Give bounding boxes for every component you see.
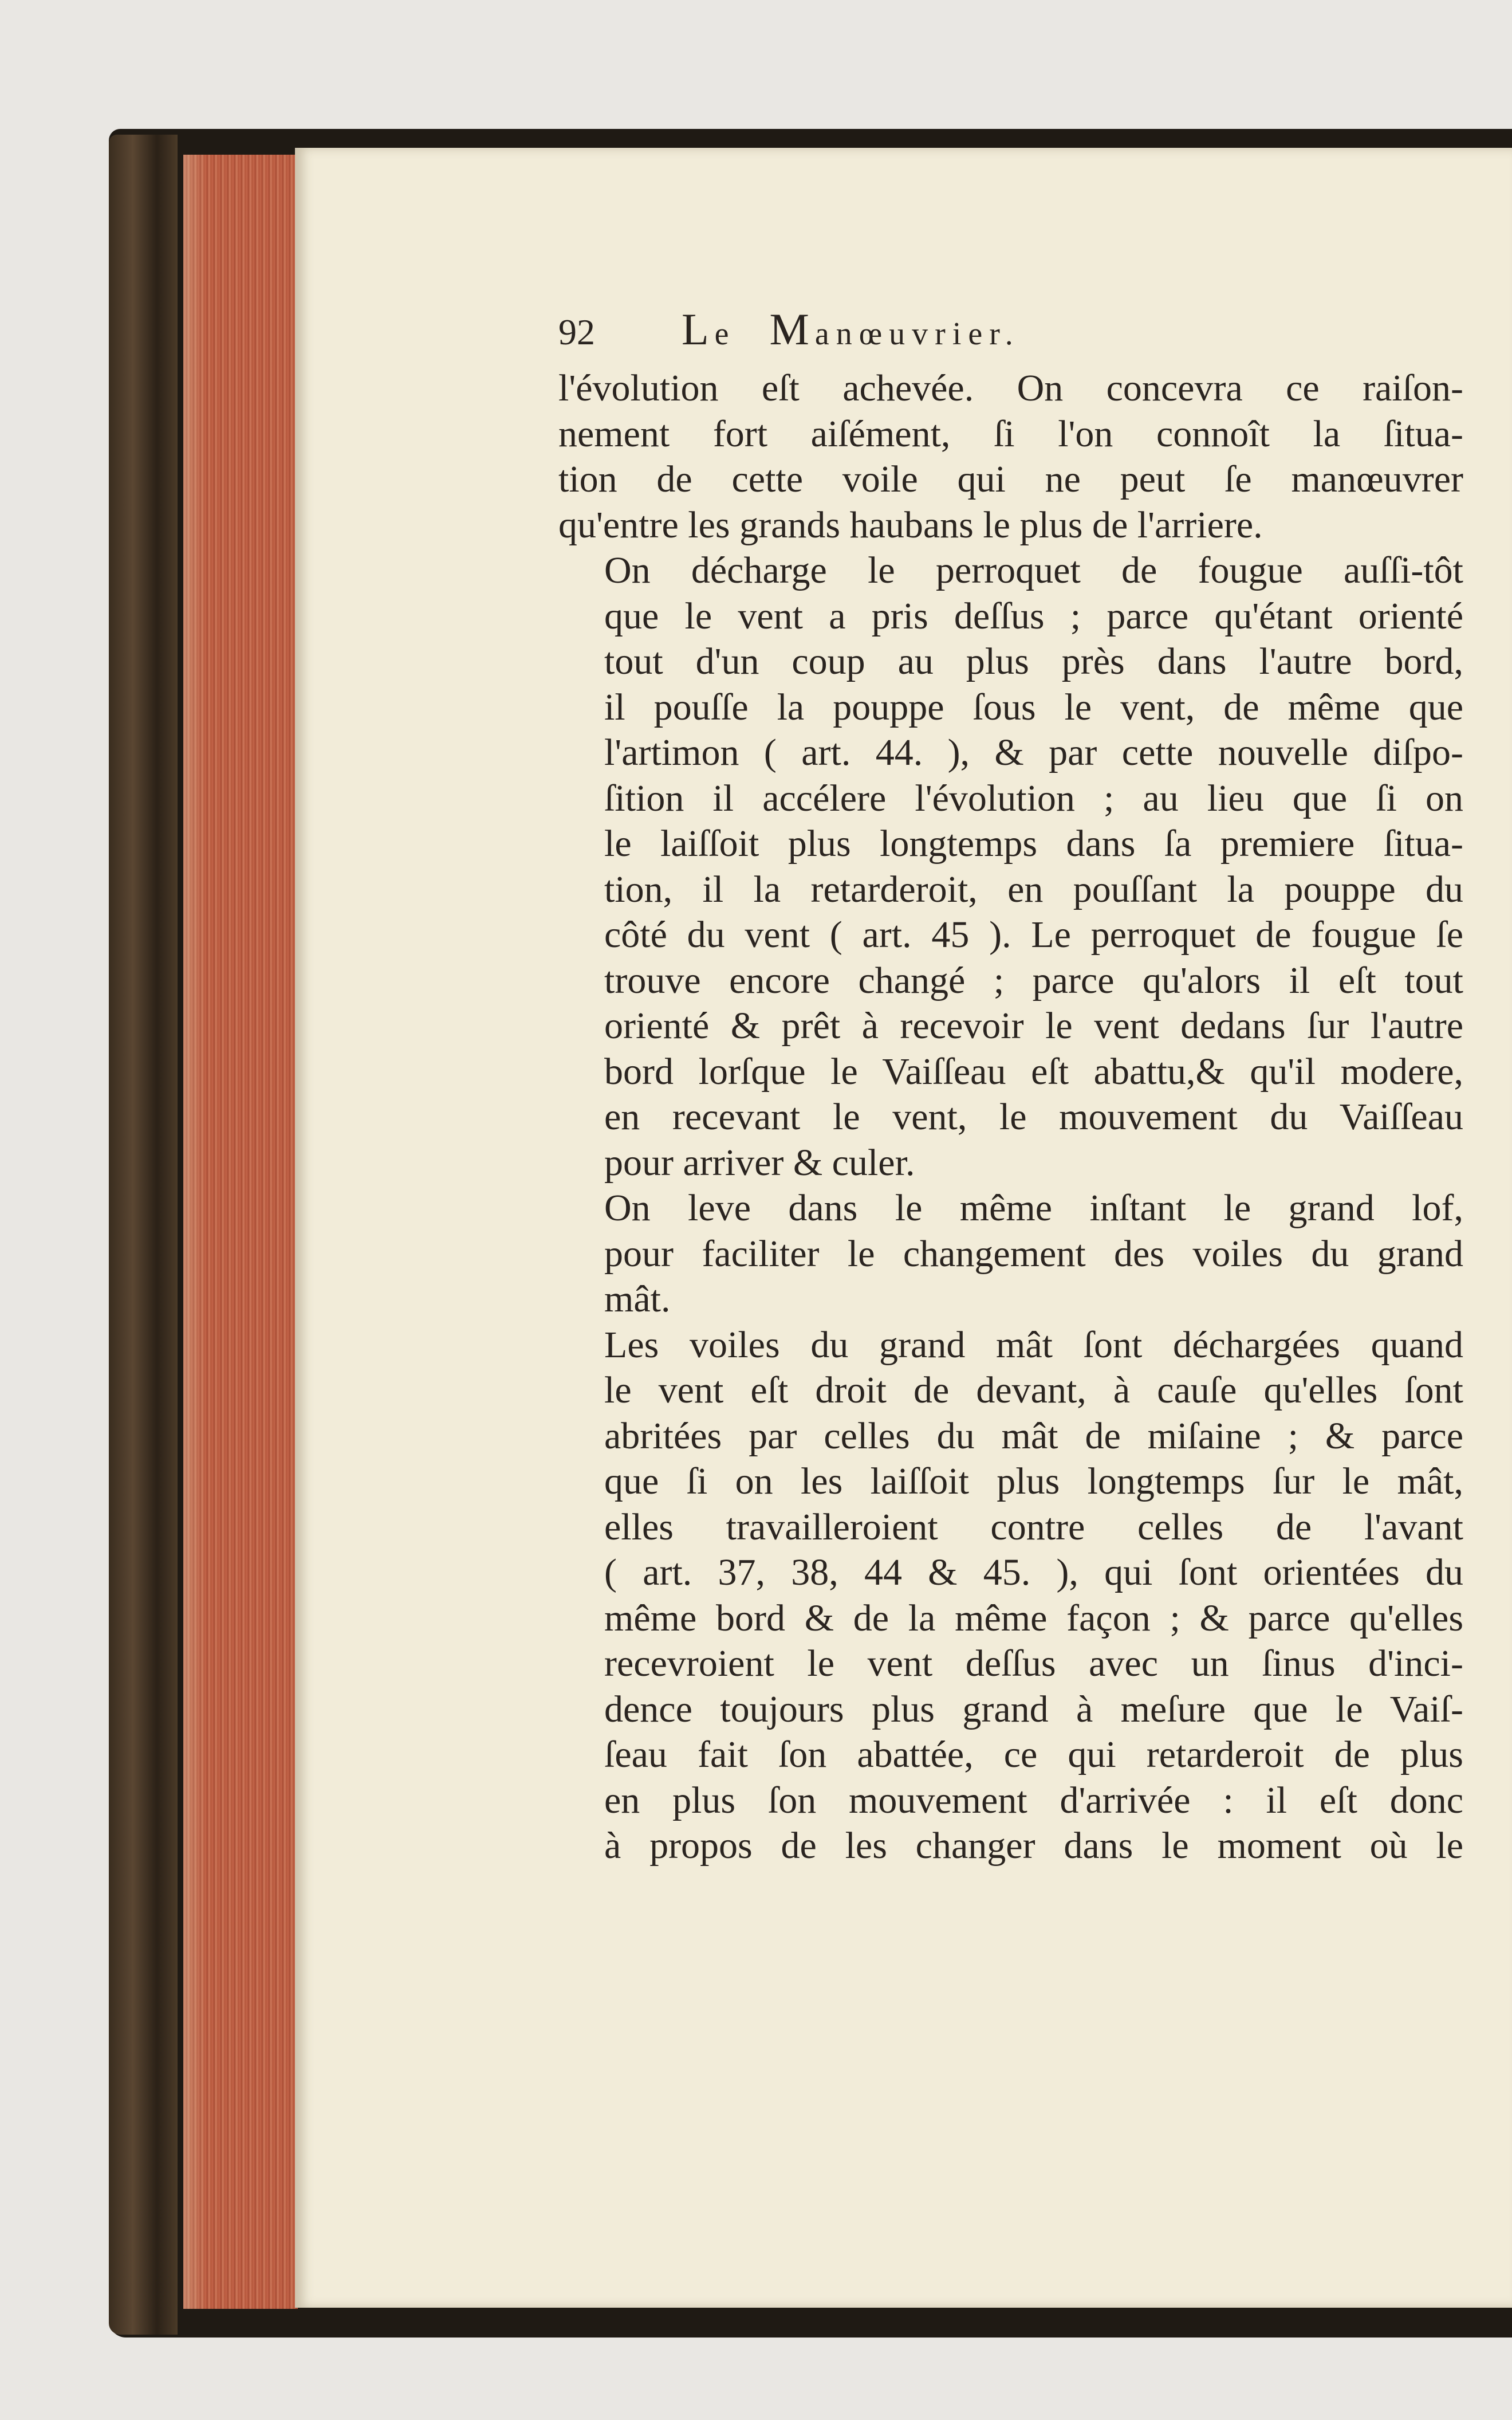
running-head <box>558 304 1463 361</box>
text-line: côté du vent ( art. 45 ). Le perroquet de fougue ſe <box>604 914 1463 956</box>
text-line: en recevant le vent, le mouvement du Vaiſſeau <box>604 1096 1463 1138</box>
text-line: il pouſſe la pouppe ſous le vent, de même que <box>604 686 1463 728</box>
running-title: Le Manœuvrier. <box>682 304 1020 354</box>
text-line: l'artimon ( art. 44. ), & par cette nouvelle diſpo- <box>604 732 1463 773</box>
text-line: dence toujours plus grand à meſure que le Vaiſ- <box>604 1688 1463 1730</box>
text-line: ( art. 37, 38, 44 & 45. ), qui ſont orientées du <box>604 1551 1463 1593</box>
text-line: pour faciliter le changement des voiles du grand <box>604 1232 1463 1275</box>
text-line: abritées par celles du mât de miſaine ; & parce <box>604 1415 1463 1457</box>
text-line: ſeau fait ſon abattée, ce qui retarderoit de plus <box>604 1734 1463 1775</box>
paragraph <box>558 1185 1463 1322</box>
text-line: que le vent a pris deſſus ; parce qu'étant orienté <box>604 595 1463 637</box>
text-line: à propos de les changer dans le moment où le <box>604 1825 1463 1867</box>
body-text <box>558 366 1463 1869</box>
page-number: 92 <box>558 312 595 352</box>
text-line: bord lorſque le Vaiſſeau eſt abattu,& qu'il modere, <box>604 1050 1463 1093</box>
text-line: Les voiles du grand mât ſont déchargées quand <box>604 1323 1463 1366</box>
text-line: l'évolution eſt achevée. On concevra ce raiſon- <box>558 367 1463 409</box>
text-line: trouve encore changé ; parce qu'alors il eſt tout <box>604 959 1463 1001</box>
text-line: pour arriver & culer. <box>604 1141 915 1184</box>
page-content <box>558 304 1463 1869</box>
text-line: le vent eſt droit de devant, à cauſe qu'elles ſont <box>604 1369 1463 1411</box>
text-line: orienté & prêt à recevoir le vent dedans ſur l'autre <box>604 1005 1463 1047</box>
text-line: même bord & de la même façon ; & parce qu'elles <box>604 1597 1463 1639</box>
text-line: tion, il la retarderoit, en pouſſant la pouppe du <box>604 868 1463 910</box>
text-line: On décharge le perroquet de fougue auſſi-tôt <box>604 549 1463 591</box>
book-cover-edge <box>109 135 178 2335</box>
text-line: tout d'un coup au plus près dans l'autre bord, <box>604 641 1463 682</box>
text-line: le laiſſoit plus longtemps dans ſa premiere ſitua- <box>604 823 1463 865</box>
text-line: en plus ſon mouvement d'arrivée : il eſt donc <box>604 1779 1463 1821</box>
text-line: elles travailleroient contre celles de l'avant <box>604 1506 1463 1548</box>
paragraph <box>558 366 1463 548</box>
page-edges <box>183 155 298 2309</box>
text-line: ſition il accélere l'évolution ; au lieu que ſi on <box>604 777 1463 819</box>
text-line: On leve dans le même inſtant le grand lof, <box>604 1187 1463 1229</box>
text-line: nement fort aiſément, ſi l'on connoît la ſitua- <box>558 412 1463 455</box>
text-line: tion de cette voile qui ne peut ſe manœuvrer <box>558 458 1463 500</box>
text-line: recevroient le vent deſſus avec un ſinus d'inci- <box>604 1643 1463 1684</box>
paragraph <box>558 1322 1463 1869</box>
text-line: que ſi on les laiſſoit plus longtemps ſur le mât, <box>604 1460 1463 1502</box>
text-line: qu'entre les grands haubans le plus de l'arriere. <box>558 504 1263 546</box>
text-line: mât. <box>604 1278 671 1320</box>
paragraph <box>558 548 1463 1185</box>
